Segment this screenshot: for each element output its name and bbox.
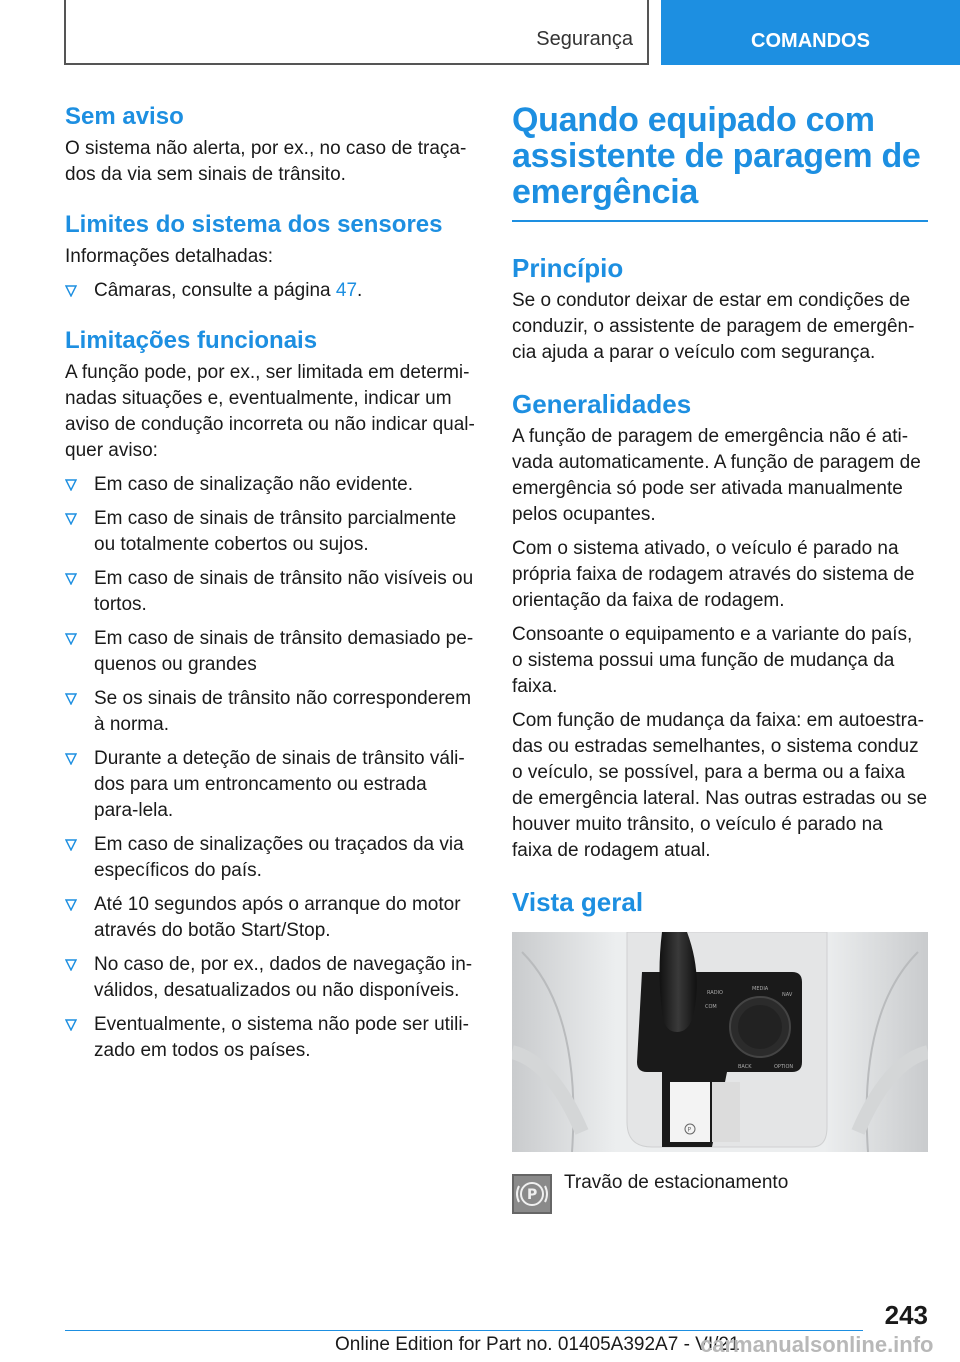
triangle-bullet-icon [65, 479, 77, 491]
list-item [65, 278, 475, 304]
page-number: 243 [884, 1300, 928, 1330]
triangle-bullet-icon [65, 573, 77, 585]
header-section-box [64, 0, 649, 65]
list-item [65, 746, 475, 824]
triangle-bullet-icon [65, 839, 77, 851]
photo-label-nav: NAV [782, 992, 793, 998]
bullet-list-sensores [65, 278, 475, 304]
triangle-bullet-icon [65, 285, 77, 297]
heading-generalidades: Generalidades [512, 389, 692, 419]
list-item [65, 566, 475, 618]
triangle-bullet-icon [65, 1019, 77, 1031]
legend-text: Travão de estacionamento [564, 1172, 789, 1193]
bullet-text: Se os sinais de trânsito não corresponderem à norma. [94, 688, 472, 735]
svg-text:P: P [527, 1187, 538, 1203]
triangle-bullet-icon [65, 959, 77, 971]
bullet-text: No caso de, por ex., dados de navegação in-válidos, desatualizados ou não disponíveis. [94, 954, 473, 1001]
legend-parking-brake [512, 1170, 928, 1214]
bullet-text: Até 10 segundos após o arranque do motor através do botão Start/Stop. [94, 894, 461, 941]
parking-brake-icon [512, 1174, 552, 1214]
footer-edition: Online Edition for Part no. 01405A392A7 - VI/21 [335, 1334, 740, 1355]
list-item [65, 626, 475, 678]
photo-label-option: OPTION [774, 1064, 794, 1070]
triangle-bullet-icon [65, 899, 77, 911]
footer-watermark: carmanualsonline.info [700, 1332, 934, 1357]
right-column [512, 102, 928, 1214]
list-item [65, 952, 475, 1004]
triangle-bullet-icon [65, 753, 77, 765]
page-reference-link[interactable]: 47 [335, 280, 358, 301]
bullet-text: Durante a deteção de sinais de trânsito váli-dos para um entroncamento ou estrada para-lela. [94, 748, 465, 821]
heading-main-emergency-stop: Quando equipado com assistente de paragem de emergência [512, 101, 921, 211]
photo-label-radio: RADIO [707, 990, 723, 996]
list-item [65, 472, 475, 498]
paragraph-sem-aviso: O sistema não alerta, por ex., no caso de traça-dos da via sem sinais de trânsito. [65, 138, 467, 185]
heading-underline [512, 220, 928, 222]
bullet-text: Em caso de sinais de trânsito parcialmente ou totalmente cobertos ou sujos. [94, 508, 457, 555]
svg-text:P: P [687, 1126, 692, 1134]
heading-vista-geral: Vista geral [512, 887, 644, 917]
triangle-bullet-icon [65, 693, 77, 705]
triangle-bullet-icon [65, 633, 77, 645]
paragraph-limitacoes: A função pode, por ex., ser limitada em determi-nadas situações e, eventualmente, indicar um aviso de condução incorreta ou não indicar qual-quer aviso: [65, 362, 475, 461]
photo-label-back: BACK [738, 1064, 752, 1070]
list-item [65, 1012, 475, 1064]
header-section-title: Segurança [536, 28, 633, 50]
bullet-text: Em caso de sinalizações ou traçados da via específicos do país. [94, 834, 464, 881]
heading-sem-aviso: Sem aviso [65, 103, 184, 130]
heading-limitacoes-funcionais: Limitações funcionais [65, 327, 318, 354]
bullet-text: Em caso de sinais de trânsito demasiado pe-quenos ou grandes [94, 628, 474, 675]
header-chapter-tab [661, 0, 960, 65]
center-console-photo [512, 932, 928, 1152]
bullet-text: Câmaras, consulte a página [94, 280, 336, 301]
bullet-list-limitacoes [65, 472, 475, 1064]
header-chapter-label: COMANDOS [751, 30, 870, 52]
list-item [65, 892, 475, 944]
photo-label-com: COM [705, 1004, 717, 1010]
paragraph-generalidades-1: A função de paragem de emergência não é ati-vada automaticamente. A função de paragem de emergência só pode ser ativada manualmente pelos ocupantes. [512, 426, 921, 525]
list-item [65, 506, 475, 558]
left-column [65, 102, 475, 1064]
triangle-bullet-icon [65, 513, 77, 525]
list-item [65, 832, 475, 884]
bullet-text: Em caso de sinalização não evidente. [94, 474, 413, 495]
paragraph-generalidades-3: Consoante o equipamento e a variante do país, o sistema possui uma função de mudança da faixa. [512, 624, 913, 697]
heading-principio: Princípio [512, 253, 624, 283]
bullet-text-end: . [357, 280, 363, 301]
heading-limites-sistema: Limites do sistema dos sensores [65, 211, 443, 238]
paragraph-generalidades-4: Com função de mudança da faixa: em autoestra-das ou estradas semelhantes, o sistema conduz o veículo, se possível, para a berma ou a faixa de emergência lateral. Nas outras estradas ou se houver muito trânsito, o veículo é parado na faixa de rodagem atual. [512, 710, 928, 861]
paragraph-limites-sistema: Informações detalhadas: [65, 246, 274, 267]
bullet-text: Eventualmente, o sistema não pode ser utili-zado em todos os países. [94, 1014, 469, 1061]
photo-label-media: MEDIA [752, 986, 769, 992]
list-item [65, 686, 475, 738]
bullet-text: Em caso de sinais de trânsito não visíveis ou tortos. [94, 568, 474, 615]
footer-rule [65, 1330, 863, 1331]
paragraph-principio: Se o condutor deixar de estar em condições de conduzir, o assistente de paragem de emergên-cia ajuda a parar o veículo com segurança. [512, 290, 915, 363]
paragraph-generalidades-2: Com o sistema ativado, o veículo é parado na própria faixa de rodagem através do sistema de orientação da faixa de rodagem. [512, 538, 915, 611]
